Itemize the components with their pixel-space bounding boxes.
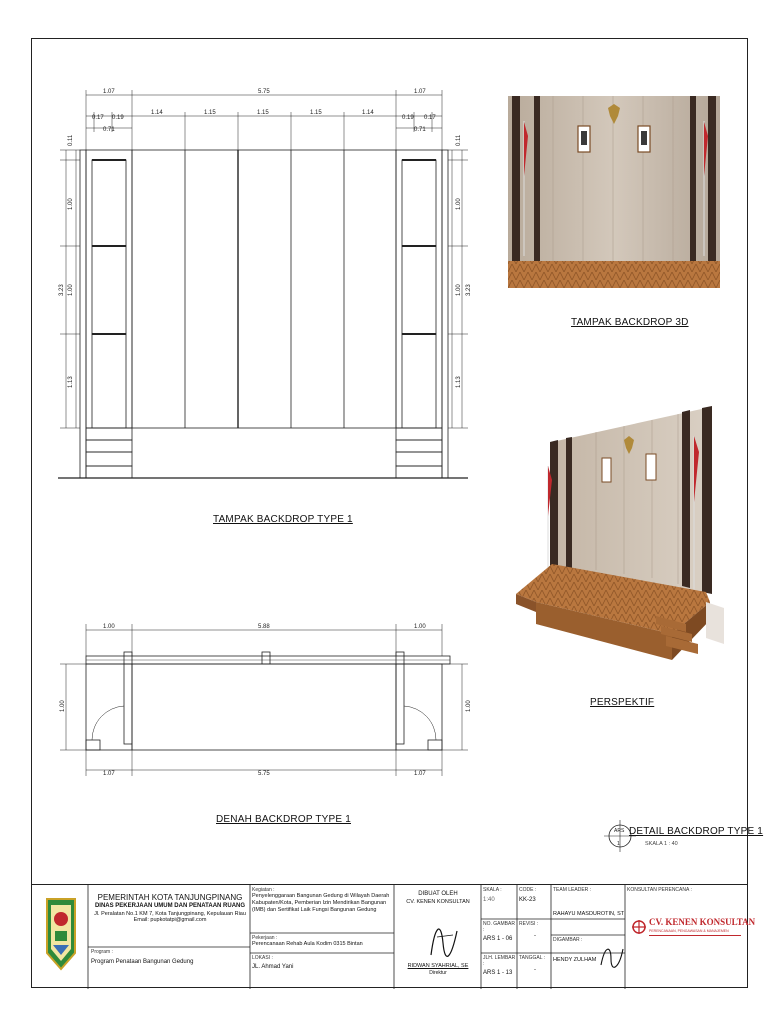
skala-label: SKALA :: [483, 887, 502, 893]
no-gambar-label: NO. GAMBAR :: [483, 921, 515, 934]
director-signature: [423, 915, 463, 959]
plan-dim-bottom-right: 1.07: [414, 771, 426, 777]
pekerjaan-label: Pekerjaan :: [252, 935, 278, 941]
plan-dim-top-right: 1.00: [414, 624, 426, 630]
dim-left-side-seg1: 1.00: [68, 198, 74, 210]
dim-top-left: 1.07: [103, 89, 115, 95]
detail-title: DETAIL BACKDROP TYPE 1: [629, 826, 764, 837]
plan-title: DENAH BACKDROP TYPE 1: [216, 814, 351, 825]
revisi-label: REVISI :: [519, 921, 539, 927]
pekerjaan-value: Perencanaan Rehab Aula Kodim 0315 Bintan: [252, 941, 363, 948]
code-label: CODE :: [519, 887, 537, 893]
plan-dim-top-left: 1.00: [103, 624, 115, 630]
dim-panel-2: 1.15: [204, 110, 216, 116]
consultant-name: CV. KENEN KONSULTAN: [649, 917, 756, 927]
dim-left-sub-c: 0.71: [103, 127, 115, 133]
kegiatan-value: Penyelenggaraan Bangunan Gedung di Wilayah Daerah Kabupaten/Kota, Pemberian Izin Mendirikan Bangunan (IMB) dan Sertifikat Laik Fungsi Bangunan Gedung: [252, 893, 390, 913]
plan-dim-top-mid: 5.88: [258, 624, 270, 630]
dim-left-sub-b: 0.19: [112, 115, 124, 121]
digambar-value: HENDY ZULHAM: [553, 957, 597, 964]
program-value: Program Penataan Bangunan Gedung: [91, 959, 194, 966]
dim-right-side-seg2: 1.00: [456, 284, 462, 296]
dim-left-side-seg2: 1.00: [68, 284, 74, 296]
dim-left-side-seg3: 1.13: [68, 376, 74, 388]
dibuat-company: CV. KENEN KONSULTAN: [406, 898, 470, 905]
program-label: Program :: [91, 949, 113, 955]
consultant-tagline: PERENCANAAN, PENGAWASAN & MANAJEMEN: [649, 929, 729, 933]
detail-scale: SKALA 1 : 40: [645, 841, 678, 847]
dim-right-sub-a: 0.19: [402, 115, 414, 121]
kegiatan-label: Kegiatan :: [252, 887, 275, 893]
dim-top-total: 5.75: [258, 89, 270, 95]
dim-panel-5: 1.14: [362, 110, 374, 116]
dim-right-side-seg3: 1.13: [456, 376, 462, 388]
dim-top-right: 1.07: [414, 89, 426, 95]
render-3d-title: TAMPAK BACKDROP 3D: [571, 317, 689, 328]
dim-left-side-total: 3.23: [59, 284, 65, 296]
detail-mark-top: ARS: [614, 828, 625, 834]
dim-panel-3: 1.15: [257, 110, 269, 116]
elevation-title: TAMPAK BACKDROP TYPE 1: [213, 514, 353, 525]
dim-panel-4: 1.15: [310, 110, 322, 116]
plan-dim-bottom-mid: 5.75: [258, 771, 270, 777]
tanggal-value: -: [534, 967, 536, 974]
dim-right-side-top: 0.11: [456, 134, 462, 146]
detail-mark-bottom: 1: [617, 841, 620, 847]
dim-right-side-total: 3.23: [466, 284, 472, 296]
plan-dim-side-left: 1.00: [60, 700, 66, 712]
drafter-signature: [597, 941, 627, 971]
code-value: KK-23: [519, 897, 536, 904]
plan-dim-side-right: 1.00: [466, 700, 472, 712]
city-logo: [45, 897, 77, 969]
org-email: Email: pupkotatpi@gmail.com: [133, 917, 207, 924]
dim-left-sub-a: 0.17: [92, 115, 104, 121]
digambar-label: DIGAMBAR :: [553, 937, 583, 943]
tanggal-label: TANGGAL :: [519, 955, 546, 961]
revisi-value: -: [534, 933, 536, 940]
dibuat-oleh: DIBUAT OLEH: [418, 891, 458, 897]
director-name: RIDWAN SYAHRIAL, SE: [407, 963, 469, 969]
team-leader-value: RAHAYU MASDUROTIN, ST: [553, 911, 625, 918]
dim-right-sub-c: 0.71: [414, 127, 426, 133]
perspective-title: PERSPEKTIF: [590, 697, 655, 708]
team-leader-label: TEAM LEADER :: [553, 887, 592, 893]
konsultan-label: KONSULTAN PERENCANA :: [627, 887, 692, 893]
jml-lembar-label: JLH. LEMBAR :: [483, 955, 516, 968]
title-block: [31, 884, 756, 988]
jml-lembar-value: ARS 1 - 13: [483, 969, 513, 976]
dim-panel-1: 1.14: [151, 110, 163, 116]
dim-right-sub-b: 0.17: [424, 115, 436, 121]
dim-right-side-seg1: 1.00: [456, 198, 462, 210]
consultant-logo: [631, 915, 756, 945]
org-name: PEMERINTAH KOTA TANJUNGPINANG: [97, 893, 243, 902]
org-department: DINAS PEKERJAAN UMUM DAN PENATAAN RUANG: [94, 903, 246, 909]
no-gambar-value: ARS 1 - 06: [483, 935, 513, 942]
director-title: Direktur: [429, 969, 447, 976]
skala-value: 1:40: [483, 897, 495, 904]
lokasi-label: LOKASI :: [252, 955, 273, 961]
plan-dim-bottom-left: 1.07: [103, 771, 115, 777]
dim-left-side-top: 0.11: [68, 134, 74, 146]
lokasi-value: JL. Ahmad Yani: [252, 964, 294, 971]
org-address: Jl. Peralatan No.1 KM 7, Kota Tanjungpinang, Kepulauan Riau: [94, 910, 246, 917]
